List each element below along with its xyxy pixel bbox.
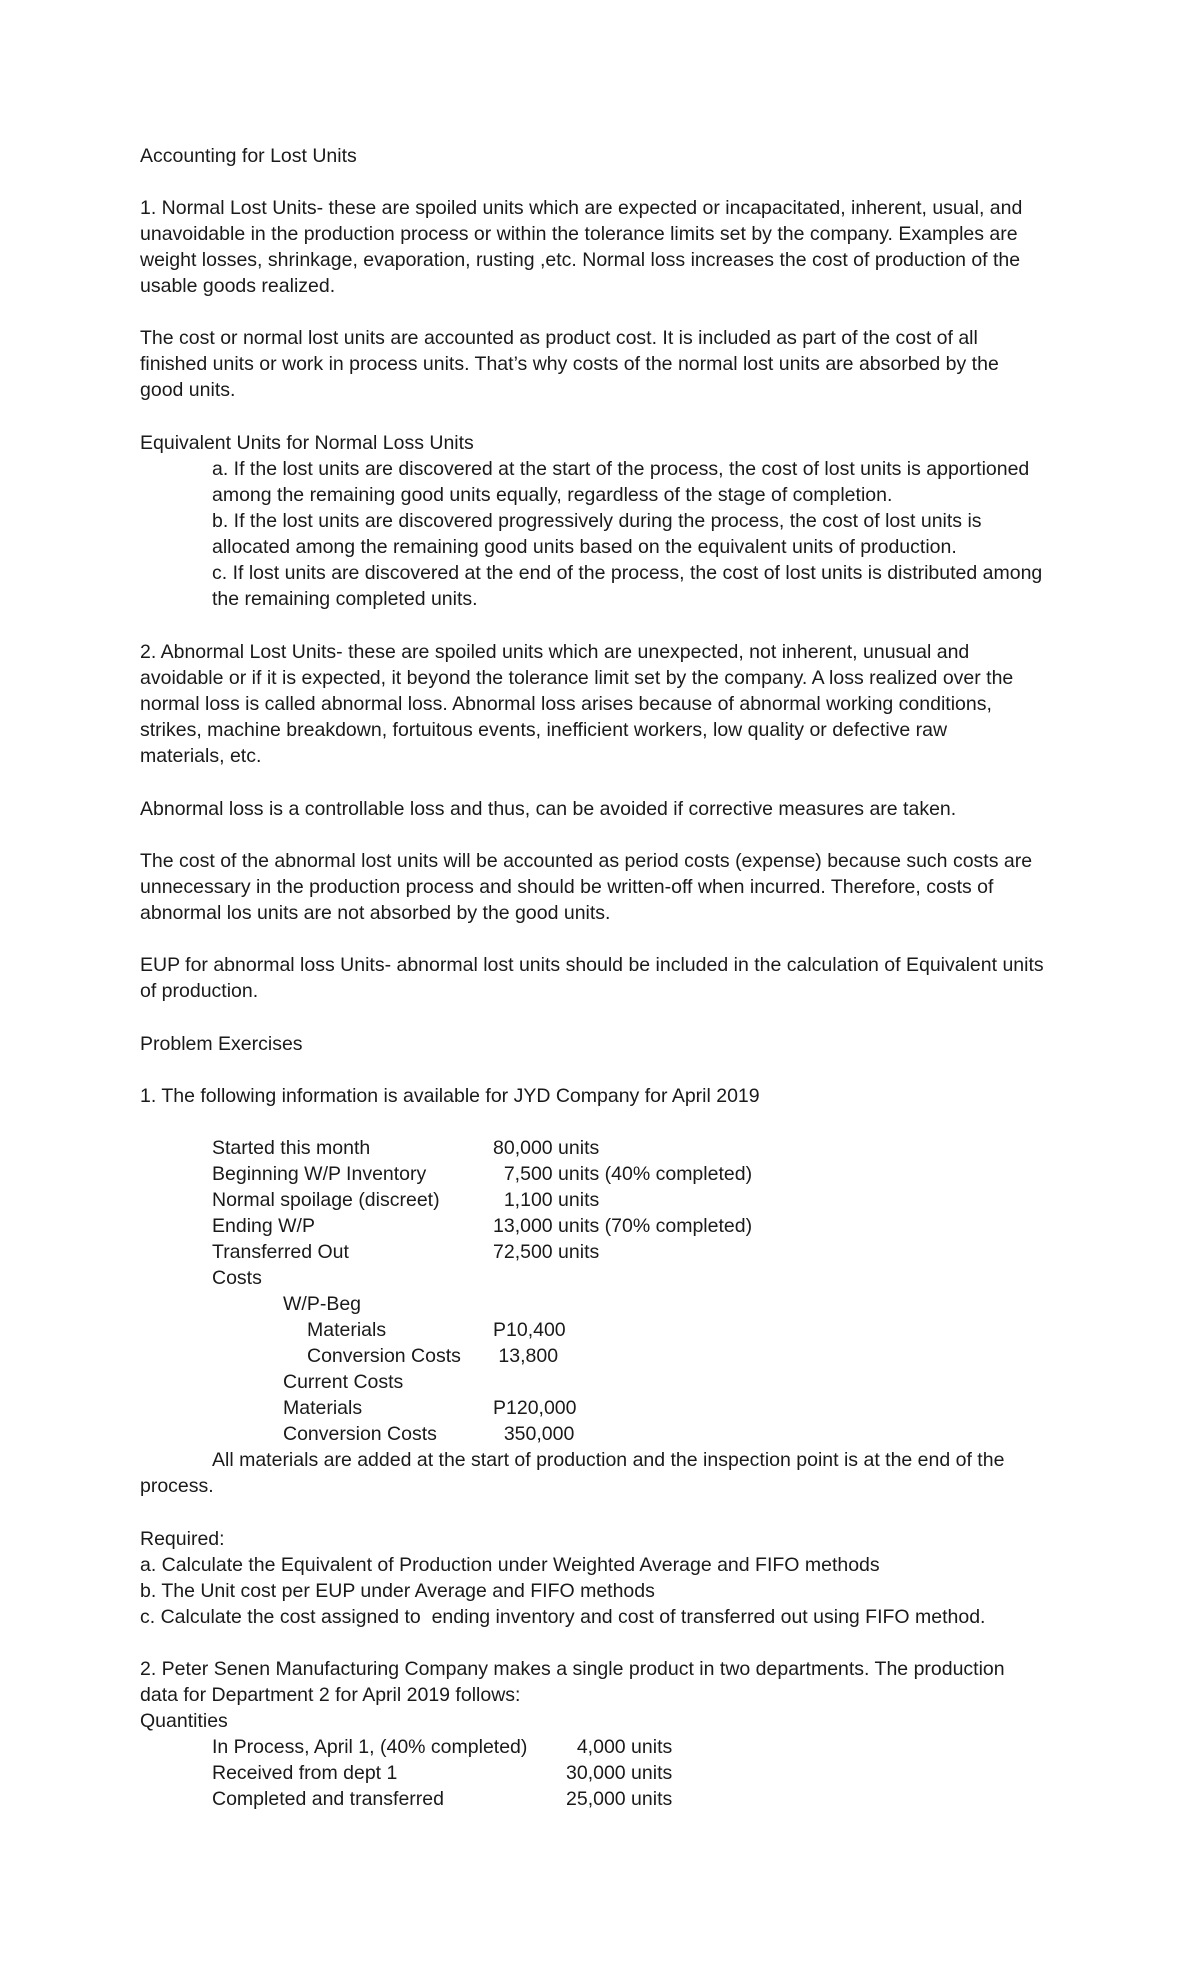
- p1-wp-beg-label: W/P-Beg: [283, 1293, 362, 1315]
- normal-cost-line-3: good units.: [140, 379, 236, 401]
- normal-loss-line-2: unavoidable in the production process or within the tolerance limits set by the company. Examples are: [140, 223, 1018, 245]
- p1-current-row-value: 350,000: [493, 1423, 575, 1445]
- equivalent-line-3: b. If the lost units are discovered progressively during the process, the cost of lost units is: [212, 510, 982, 532]
- p1-row-value: 13,000 units (70% completed): [493, 1215, 753, 1237]
- abnormal-controllable: Abnormal loss is a controllable loss and thus, can be avoided if corrective measures are taken.: [140, 798, 957, 820]
- equivalent-line-2: among the remaining good units equally, regardless of the stage of completion.: [212, 484, 893, 506]
- p1-current-row-label: Materials: [283, 1397, 363, 1419]
- equivalent-line-1: a. If the lost units are discovered at the start of the process, the cost of lost units is apportioned: [212, 458, 1030, 480]
- p1-required-item: c. Calculate the cost assigned to ending inventory and cost of transferred out using FIFO method.: [140, 1606, 986, 1628]
- problem-2-intro-line-2: data for Department 2 for April 2019 follows:: [140, 1684, 521, 1706]
- p1-required-item: b. The Unit cost per EUP under Average and FIFO methods: [140, 1580, 655, 1602]
- p1-current-row-value: P120,000: [493, 1397, 577, 1419]
- p1-row-value: 72,500 units: [493, 1241, 600, 1263]
- p1-costs-label: Costs: [212, 1267, 262, 1289]
- p2-row-label: Received from dept 1: [212, 1762, 398, 1784]
- problem-2-intro-line-1: 2. Peter Senen Manufacturing Company makes a single product in two departments. The production: [140, 1658, 1005, 1680]
- abnormal-loss-line-1: 2. Abnormal Lost Units- these are spoiled units which are unexpected, not inherent, unusual and: [140, 641, 970, 663]
- normal-loss-line-1: 1. Normal Lost Units- these are spoiled units which are expected or incapacitated, inherent, usual, and: [140, 197, 1023, 219]
- equivalent-line-6: the remaining completed units.: [212, 588, 478, 610]
- abnormal-cost-line-1: The cost of the abnormal lost units will be accounted as period costs (expense) because such costs are: [140, 850, 1033, 872]
- equivalent-line-5: c. If lost units are discovered at the end of the process, the cost of lost units is distributed among: [212, 562, 1043, 584]
- p1-required-item: a. Calculate the Equivalent of Production under Weighted Average and FIFO methods: [140, 1554, 880, 1576]
- p1-wp-beg-row-value: 13,800: [493, 1345, 559, 1367]
- eup-line-2: of production.: [140, 980, 259, 1002]
- p1-wp-beg-row-label: Conversion Costs: [307, 1345, 461, 1367]
- equivalent-heading: Equivalent Units for Normal Loss Units: [140, 432, 474, 454]
- problem-1-intro: 1. The following information is available for JYD Company for April 2019: [140, 1085, 760, 1107]
- p2-row-value: 30,000 units: [566, 1762, 673, 1784]
- p2-row-label: Completed and transferred: [212, 1788, 444, 1810]
- equivalent-line-4: allocated among the remaining good units based on the equivalent units of production.: [212, 536, 957, 558]
- normal-cost-line-1: The cost or normal lost units are accounted as product cost. It is included as part of the cost of all: [140, 327, 978, 349]
- p1-row-label: Normal spoilage (discreet): [212, 1189, 440, 1211]
- p1-required-label: Required:: [140, 1528, 225, 1550]
- p1-row-value: 7,500 units (40% completed): [493, 1163, 753, 1185]
- normal-loss-line-3: weight losses, shrinkage, evaporation, rusting ,etc. Normal loss increases the cost of production of the: [140, 249, 1021, 271]
- p2-quantities-label: Quantities: [140, 1710, 228, 1732]
- p1-note-line-1: All materials are added at the start of production and the inspection point is at the end of the: [212, 1449, 1005, 1471]
- normal-cost-line-2: finished units or work in process units. That’s why costs of the normal lost units are absorbed by the: [140, 353, 999, 375]
- normal-loss-line-4: usable goods realized.: [140, 275, 336, 297]
- p1-note-line-2: process.: [140, 1475, 214, 1497]
- p2-row-value: 4,000 units: [566, 1736, 673, 1758]
- p1-row-value: 1,100 units: [493, 1189, 600, 1211]
- p1-row-label: Beginning W/P Inventory: [212, 1163, 427, 1185]
- abnormal-loss-line-3: normal loss is called abnormal loss. Abnormal loss arises because of abnormal working conditions,: [140, 693, 992, 715]
- p1-row-label: Ending W/P: [212, 1215, 315, 1237]
- p2-row-label: In Process, April 1, (40% completed): [212, 1736, 528, 1758]
- p1-wp-beg-row-label: Materials: [307, 1319, 387, 1341]
- p1-current-label: Current Costs: [283, 1371, 404, 1393]
- p1-wp-beg-row-value: P10,400: [493, 1319, 566, 1341]
- p1-row-label: Transferred Out: [212, 1241, 349, 1263]
- eup-line-1: EUP for abnormal loss Units- abnormal lost units should be included in the calculation of Equivalent units: [140, 954, 1044, 976]
- abnormal-loss-line-5: materials, etc.: [140, 745, 262, 767]
- p2-row-value: 25,000 units: [566, 1788, 673, 1810]
- p1-current-row-label: Conversion Costs: [283, 1423, 437, 1445]
- p1-row-label: Started this month: [212, 1137, 371, 1159]
- document-title: Accounting for Lost Units: [140, 145, 357, 167]
- abnormal-cost-line-2: unnecessary in the production process and should be written-off when incurred. Therefore, costs of: [140, 876, 994, 898]
- abnormal-loss-line-2: avoidable or if it is expected, it beyond the tolerance limit set by the company. A loss realized over the: [140, 667, 1014, 689]
- problems-heading: Problem Exercises: [140, 1033, 303, 1055]
- abnormal-loss-line-4: strikes, machine breakdown, fortuitous events, inefficient workers, low quality or defective raw: [140, 719, 948, 741]
- abnormal-cost-line-3: abnormal los units are not absorbed by the good units.: [140, 902, 611, 924]
- p1-row-value: 80,000 units: [493, 1137, 600, 1159]
